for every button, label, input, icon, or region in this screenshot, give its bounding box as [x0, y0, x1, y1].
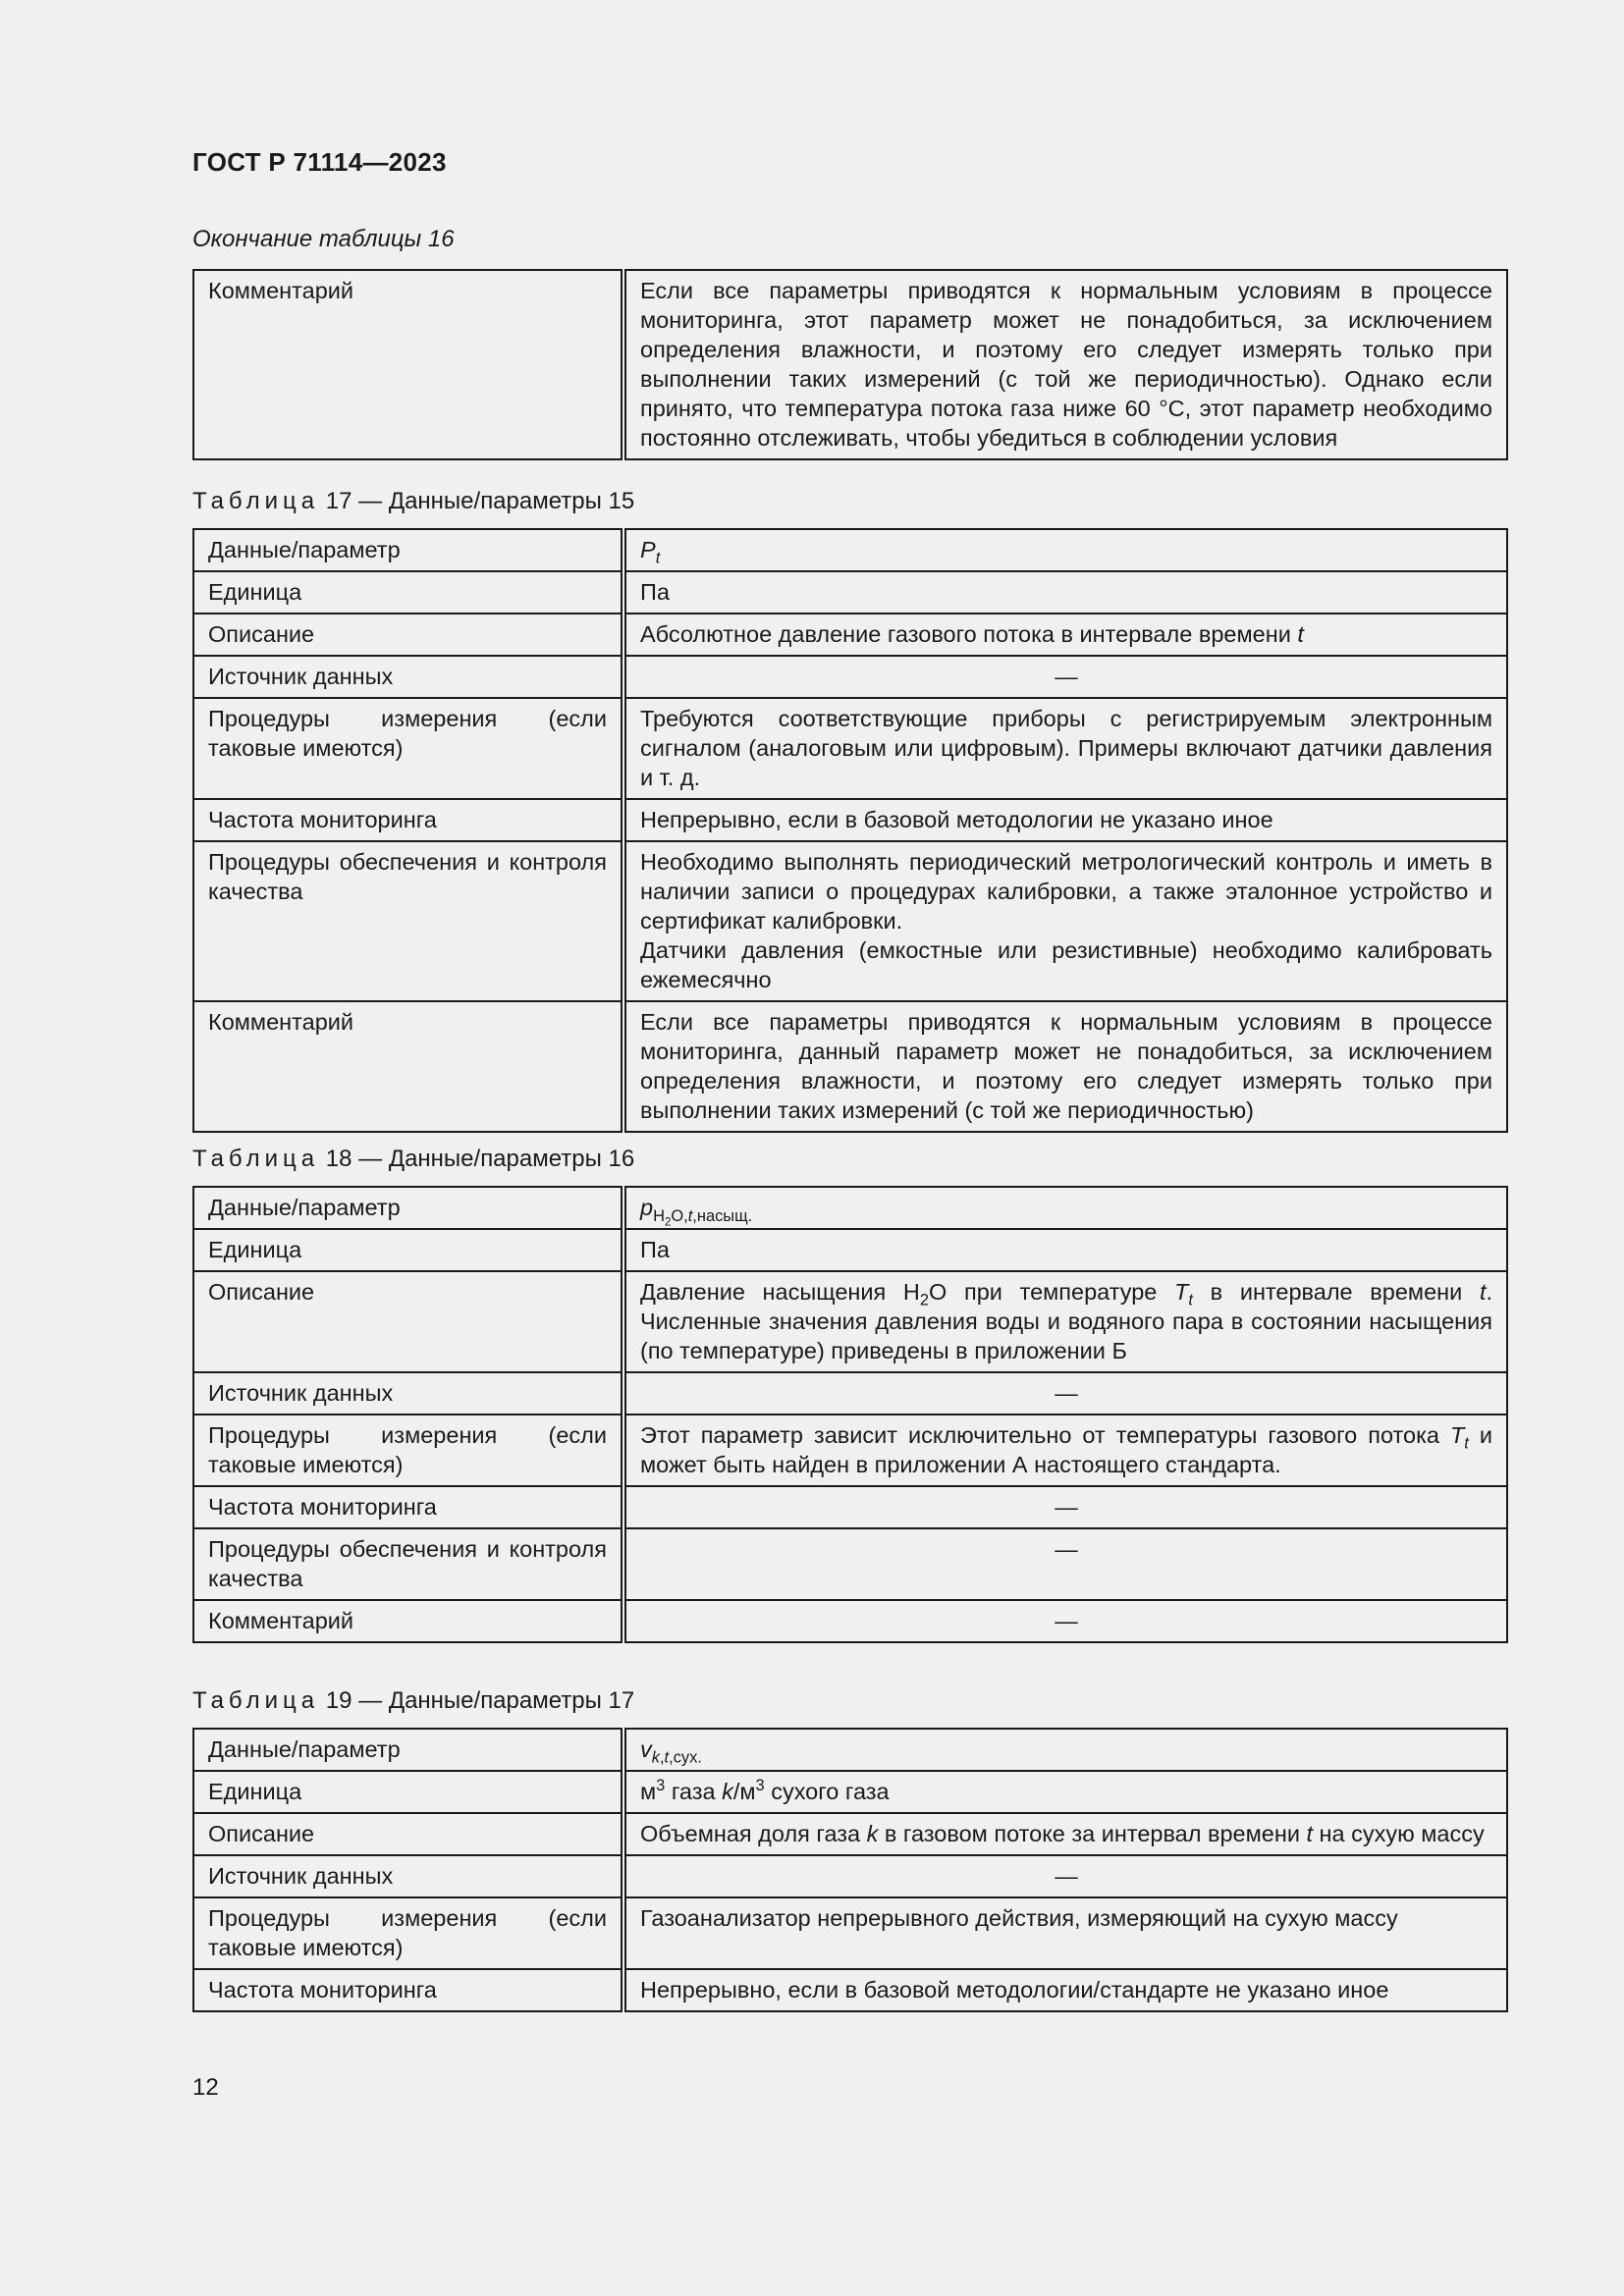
table18-caption: [192, 1146, 634, 1173]
caption-word: Таблица: [192, 1687, 320, 1714]
row-key: Комментарий: [193, 270, 623, 459]
time-symbol: t: [1306, 1821, 1314, 1846]
row-value: Если все параметры приводятся к нормальным условиям в процессе мониторинга, данный параметр может не понадобиться, за исключением определения влажности, и поэтому его следует измерять только при выполнении таких измерений (с той же периодичностью): [623, 1001, 1507, 1132]
superscript-part: 3: [755, 1777, 765, 1795]
subscript-part: t: [687, 1206, 693, 1225]
qa-paragraph-1: Необходимо выполнять периодический метрологический контроль и иметь в наличии записи о процедурах калибровки, а также эталонное устройство и сертификат калибровки.: [640, 849, 1492, 934]
table-19: [192, 1728, 1508, 2012]
parameter-symbol: v: [640, 1736, 652, 1762]
row-value: [623, 1813, 1507, 1855]
row-value: [623, 1271, 1507, 1372]
caption-word: Таблица: [192, 1146, 320, 1172]
row-value: —: [623, 1486, 1507, 1528]
table-row: [193, 1372, 1507, 1415]
row-key: Частота мониторинга: [193, 799, 623, 841]
document-header: ГОСТ Р 71114—2023: [192, 147, 447, 177]
row-value: [623, 614, 1507, 656]
row-key: Процедуры измерения (если таковые имеются): [193, 698, 623, 799]
table-16-end: [192, 269, 1508, 460]
row-value: Па: [623, 1229, 1507, 1271]
table-18: [192, 1186, 1508, 1643]
row-value: Требуются соответствующие приборы с регистрируемым электронным сигналом (аналоговым или цифровым). Примеры включают датчики давления и т. д.: [623, 698, 1507, 799]
row-value: [623, 529, 1507, 571]
subscript-part: ,насыщ.: [692, 1206, 753, 1225]
subscript-part: O,: [671, 1206, 688, 1225]
subscript-part: 2: [919, 1291, 930, 1309]
row-value: —: [623, 656, 1507, 698]
row-value: —: [623, 1600, 1507, 1642]
row-value: [623, 1771, 1507, 1813]
text-part: м: [640, 1779, 657, 1804]
text-part: газа: [665, 1779, 723, 1804]
text-part: на сухую массу: [1313, 1821, 1485, 1846]
text-part: в интервале времени: [1192, 1279, 1480, 1305]
table-row: [193, 1486, 1507, 1528]
parameter-symbol: p: [640, 1195, 654, 1220]
row-key: Данные/параметр: [193, 1729, 623, 1771]
text-part: Этот параметр зависит исключительно от температуры газового потока: [640, 1422, 1450, 1448]
table17-caption: [192, 488, 634, 515]
row-key: Единица: [193, 1229, 623, 1271]
caption-title: 18 — Данные/параметры 16: [325, 1146, 635, 1172]
row-value: Непрерывно, если в базовой методологии/стандарте не указано иное: [623, 1969, 1507, 2011]
page-number: 12: [192, 2074, 219, 2101]
row-value: [623, 841, 1507, 1001]
text-part: Давление насыщения H: [640, 1279, 920, 1305]
description-text: Абсолютное давление газового потока в интервале времени: [640, 621, 1291, 647]
table-row: [193, 270, 1507, 459]
table-row: [193, 656, 1507, 698]
caption-word: Таблица: [192, 488, 320, 514]
row-key: Данные/параметр: [193, 529, 623, 571]
text-part: сухого газа: [764, 1779, 890, 1804]
time-symbol: t: [1297, 621, 1304, 647]
table-row: [193, 841, 1507, 1001]
row-key: Комментарий: [193, 1600, 623, 1642]
caption-title: 19 — Данные/параметры 17: [325, 1687, 635, 1714]
table-row: [193, 1415, 1507, 1486]
text-part: и может быть найден в приложении А настоящего стандарта.: [640, 1422, 1493, 1477]
row-value: [623, 1729, 1507, 1771]
subscript-part: t: [1464, 1434, 1469, 1453]
table19-caption: [192, 1687, 634, 1715]
row-value: —: [623, 1372, 1507, 1415]
table-row: [193, 1729, 1507, 1771]
subscript-part: H: [653, 1206, 665, 1225]
table-row: [193, 1897, 1507, 1969]
row-value: Газоанализатор непрерывного действия, измеряющий на сухую массу: [623, 1897, 1507, 1969]
subscript-part: k: [651, 1748, 660, 1767]
row-value: Непрерывно, если в базовой методологии не указано иное: [623, 799, 1507, 841]
table-17: [192, 528, 1508, 1133]
table-row: [193, 1001, 1507, 1132]
row-key: Описание: [193, 1271, 623, 1372]
text-part: . Численные значения давления воды и водяного пара в состоянии насыщения (по температуре) приведены в приложении Б: [640, 1279, 1492, 1363]
table-row: [193, 1813, 1507, 1855]
parameter-subscript: t: [655, 549, 661, 567]
table-row: [193, 571, 1507, 614]
text-part: Объемная доля газа: [640, 1821, 867, 1846]
subscript-part: ,сух.: [669, 1748, 702, 1767]
table-row: [193, 1855, 1507, 1897]
parameter-symbol: P: [640, 537, 656, 562]
row-key: Процедуры обеспечения и контроля качества: [193, 841, 623, 1001]
row-key: Комментарий: [193, 1001, 623, 1132]
row-value: Па: [623, 571, 1507, 614]
text-part: в газовом потоке за интервал времени: [878, 1821, 1307, 1846]
table16-continuation-caption: Окончание таблицы 16: [192, 226, 455, 252]
subscript-part: t: [664, 1748, 670, 1767]
row-value: —: [623, 1528, 1507, 1600]
subscript-part: ,: [659, 1748, 665, 1767]
row-key: Описание: [193, 614, 623, 656]
row-key: Частота мониторинга: [193, 1486, 623, 1528]
gas-symbol: k: [722, 1779, 733, 1804]
row-key: Единица: [193, 571, 623, 614]
table-row: [193, 1969, 1507, 2011]
caption-title: 17 — Данные/параметры 15: [325, 488, 635, 514]
table-row: [193, 1187, 1507, 1229]
row-key: Процедуры измерения (если таковые имеются): [193, 1415, 623, 1486]
subscript-part: 2: [664, 1215, 672, 1228]
row-key: Источник данных: [193, 1855, 623, 1897]
table-row: [193, 698, 1507, 799]
table-row: [193, 614, 1507, 656]
row-key: Описание: [193, 1813, 623, 1855]
gas-symbol: k: [866, 1821, 879, 1846]
temperature-symbol: T: [1174, 1279, 1189, 1305]
row-key: Данные/параметр: [193, 1187, 623, 1229]
row-key: Частота мониторинга: [193, 1969, 623, 2011]
superscript-part: 3: [656, 1777, 666, 1795]
row-value: Если все параметры приводятся к нормальным условиям в процессе мониторинга, этот параметр может не понадобиться, за исключением определения влажности, и поэтому его следует измерять только при выполнении таких измерений (с той же периодичностью). Однако если принято, что температура потока газа ниже 60 °С, этот параметр необходимо постоянно отслеживать, чтобы убедиться в соблюдении условия: [623, 270, 1507, 459]
table-row: [193, 1528, 1507, 1600]
temperature-symbol: T: [1449, 1422, 1465, 1448]
row-key: Процедуры измерения (если таковые имеются): [193, 1897, 623, 1969]
table-row: [193, 1771, 1507, 1813]
table-row: [193, 1600, 1507, 1642]
table-row: [193, 799, 1507, 841]
text-part: O при температуре: [929, 1279, 1175, 1305]
row-key: Источник данных: [193, 1372, 623, 1415]
row-value: [623, 1187, 1507, 1229]
time-symbol: t: [1479, 1279, 1487, 1305]
table-row: [193, 1229, 1507, 1271]
table-row: [193, 529, 1507, 571]
text-part: /м: [732, 1779, 756, 1804]
row-key: Источник данных: [193, 656, 623, 698]
table-row: [193, 1271, 1507, 1372]
subscript-part: t: [1188, 1291, 1193, 1309]
qa-paragraph-2: Датчики давления (емкостные или резистивные) необходимо калибровать ежемесячно: [640, 937, 1492, 992]
row-value: [623, 1415, 1507, 1486]
row-key: Процедуры обеспечения и контроля качества: [193, 1528, 623, 1600]
row-key: Единица: [193, 1771, 623, 1813]
row-value: —: [623, 1855, 1507, 1897]
